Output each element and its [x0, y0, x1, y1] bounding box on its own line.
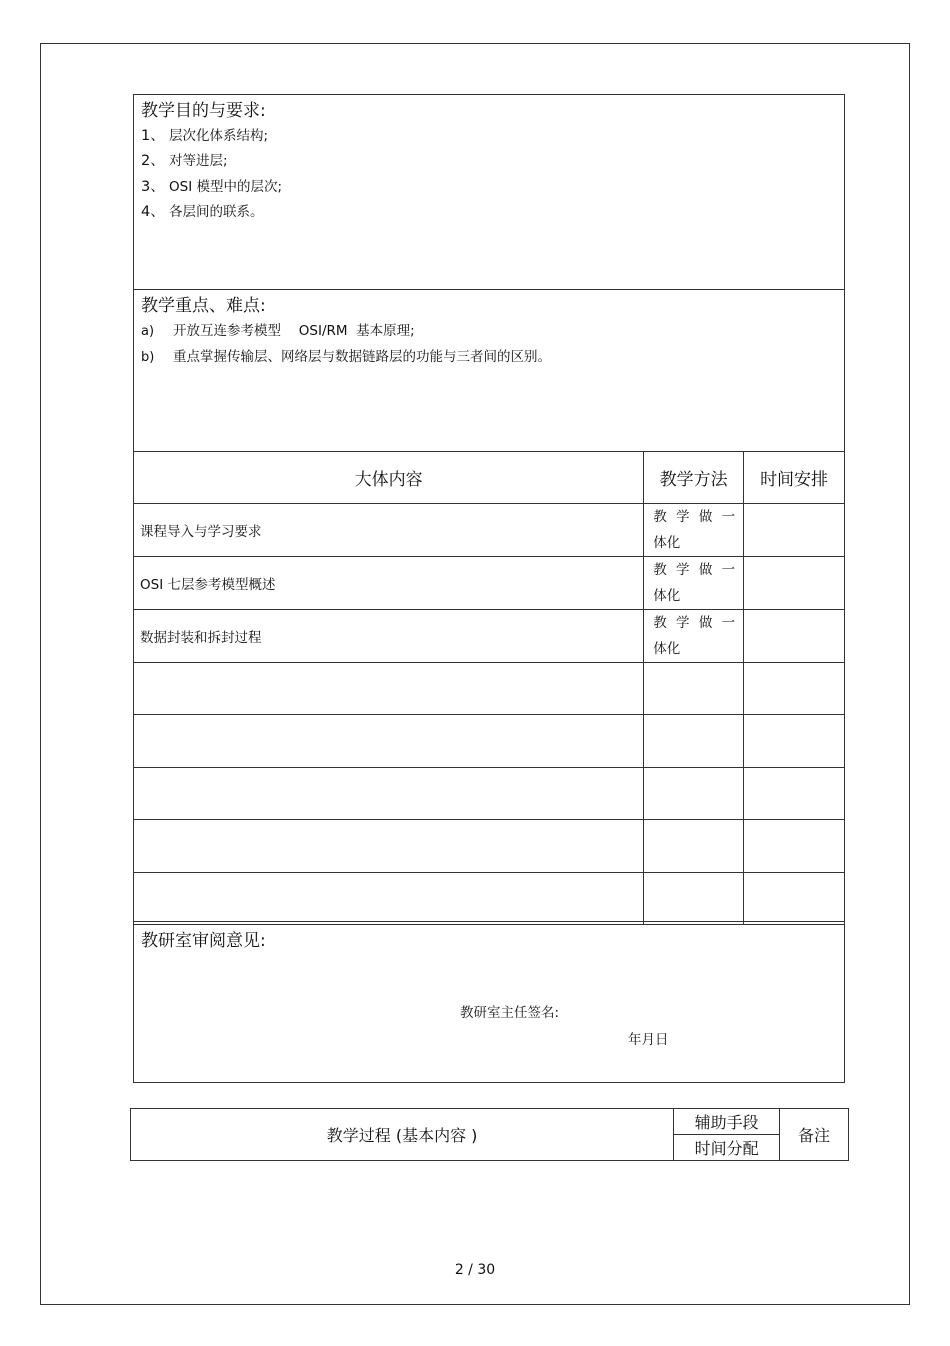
review-heading: 教研室审阅意见: [141, 931, 266, 951]
objective-item: 3、 OSI 模型中的层次; [141, 179, 283, 195]
row-method: 教学做一 体化 [644, 557, 744, 610]
row-content: 数据封装和拆封过程 [134, 610, 644, 663]
row-content: 课程导入与学习要求 [134, 504, 644, 557]
row-time [744, 610, 845, 663]
process-aux-cell: 辅助手段 [674, 1109, 780, 1135]
empty-row [134, 663, 845, 715]
header-content: 大体内容 [134, 452, 644, 504]
header-method: 教学方法 [644, 452, 744, 504]
table-row [134, 504, 845, 557]
row-method: 教学做一 体化 [644, 610, 744, 663]
row-method: 教学做一 体化 [644, 504, 744, 557]
empty-row [134, 768, 845, 820]
empty-row [134, 820, 845, 873]
signature-label: 教研室主任签名: [460, 1005, 560, 1021]
row-time [744, 557, 845, 610]
keypoints-section [133, 289, 845, 452]
keypoints-heading: 教学重点、难点: [141, 296, 266, 316]
objectives-heading: 教学目的与要求: [141, 101, 266, 121]
review-section [133, 921, 845, 1083]
empty-row [134, 715, 845, 768]
empty-row [134, 873, 845, 925]
plan-table [133, 451, 845, 925]
process-time-cell: 时间分配 [674, 1135, 780, 1161]
row-content: OSI 七层参考模型概述 [134, 557, 644, 610]
plan-header-row [134, 452, 845, 504]
keypoint-item: a) 开放互连参考模型 OSI/RM 基本原理; [141, 323, 415, 339]
page-number: 2 / 30 [454, 1262, 496, 1278]
process-remark-cell: 备注 [780, 1109, 849, 1161]
objective-item: 1、 层次化体系结构; [141, 128, 269, 144]
header-time: 时间安排 [744, 452, 845, 504]
process-main-cell: 教学过程 (基本内容 ) [131, 1109, 674, 1161]
row-time [744, 504, 845, 557]
table-row [134, 610, 845, 663]
date-label: 年月日 [628, 1032, 669, 1048]
objective-item: 2、 对等进层; [141, 153, 228, 169]
objectives-section [133, 94, 845, 290]
table-row [134, 557, 845, 610]
keypoint-item: b) 重点掌握传输层、网络层与数据链路层的功能与三者间的区别。 [141, 349, 551, 365]
process-table [130, 1108, 849, 1161]
objective-item: 4、 各层间的联系。 [141, 204, 264, 220]
